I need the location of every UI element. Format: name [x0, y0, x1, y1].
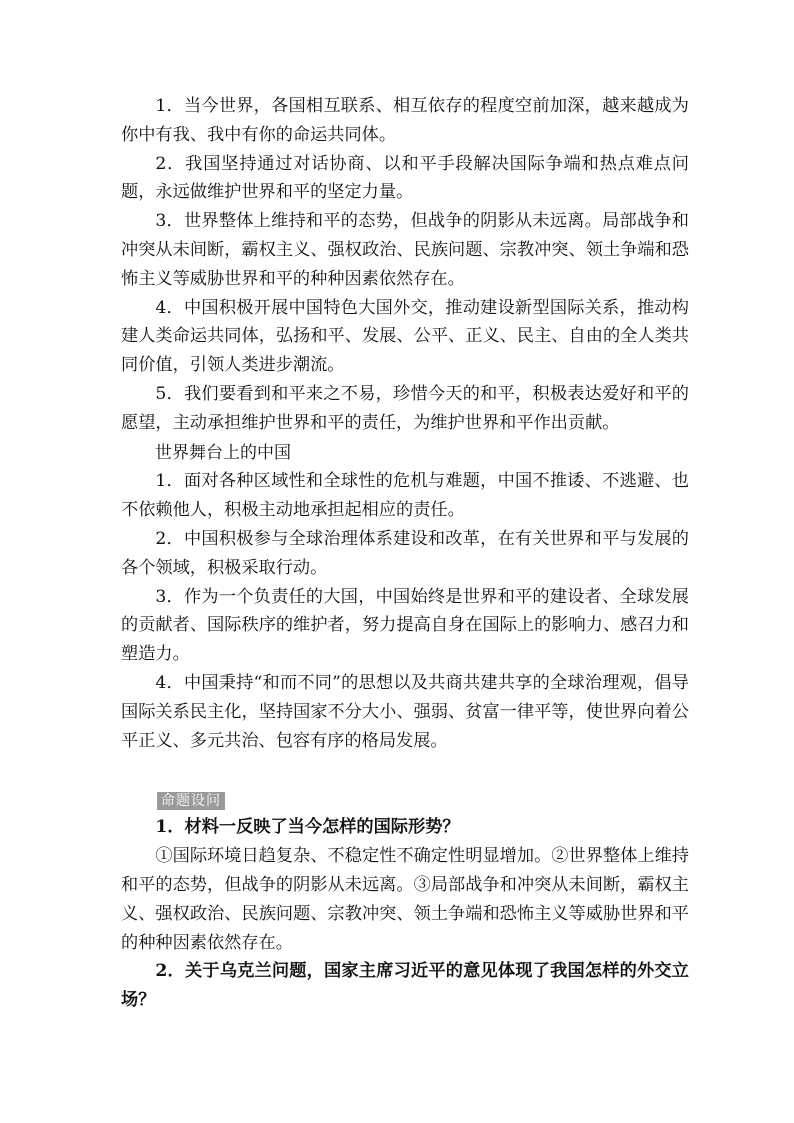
question-tag: 命题设问 — [157, 792, 225, 810]
paragraph: 4．中国秉持“和而不同”的思想以及共商共建共享的全球治理观，倡导国际关系民主化，坚持国家不分大小、强弱、贫富一律平等，使世界向着公平正义、多元共治、包容有序的格局发展。 — [121, 672, 689, 751]
paragraph: 3．世界整体上维持和平的态势，但战争的阴影从未远离。局部战争和冲突从未间断，霸权主义、强权政治、民族问题、宗教冲突、领土争端和恐怖主义等威胁世界和平的种种因素依然存在。 — [121, 211, 689, 289]
paragraph: 2．中国积极参与全球治理体系建设和改革，在有关世界和平与发展的各个领域，积极采取行动。 — [121, 528, 689, 578]
section-heading: 世界舞台上的中国 — [155, 442, 291, 463]
spacer — [121, 755, 689, 789]
document-page — [121, 92, 689, 1015]
paragraph: 1．面对各种区域性和全球性的危机与难题，中国不推诿、不逃避、也不依赖他人，积极主动地承担起相应的责任。 — [121, 471, 689, 521]
paragraph: 3．作为一个负责任的大国，中国始终是世界和平的建设者、全球发展的贡献者、国际秩序的维护者，努力提高自身在国际上的影响力、感召力和塑造力。 — [121, 586, 689, 665]
paragraph: 1．当今世界，各国相互联系、相互依存的程度空前加深，越来越成为你中有我、我中有你的命运共同体。 — [121, 96, 689, 145]
question-1: 1．材料一反映了当今怎样的国际形势？ — [155, 817, 460, 838]
question-2: 2．关于乌克兰问题，国家主席习近平的意见体现了我国怎样的外交立场？ — [121, 961, 689, 1011]
answer-1: ①国际环境日趋复杂、不稳定性不确定性明显增加。②世界整体上维持和平的态势，但战争的阴影从未远离。③局部战争和冲突从未间断，霸权主义、强权政治、民族问题、宗教冲突、领土争端和恐怖主义等威胁世界和平的种种因素依然存在。 — [121, 846, 689, 953]
paragraph: 4．中国积极开展中国特色大国外交，推动建设新型国际关系，推动构建人类命运共同体，弘扬和平、发展、公平、正义、民主、自由的全人类共同价值，引领人类进步潮流。 — [121, 297, 689, 376]
tag-line — [121, 789, 689, 813]
paragraph: 5．我们要看到和平来之不易，珍惜今天的和平，积极表达爱好和平的愿望，主动承担维护世界和平的责任，为维护世界和平作出贡献。 — [121, 383, 689, 433]
paragraph: 2．我国坚持通过对话协商、以和平手段解决国际争端和热点难点问题，永远做维护世界和平的坚定力量。 — [121, 153, 689, 203]
